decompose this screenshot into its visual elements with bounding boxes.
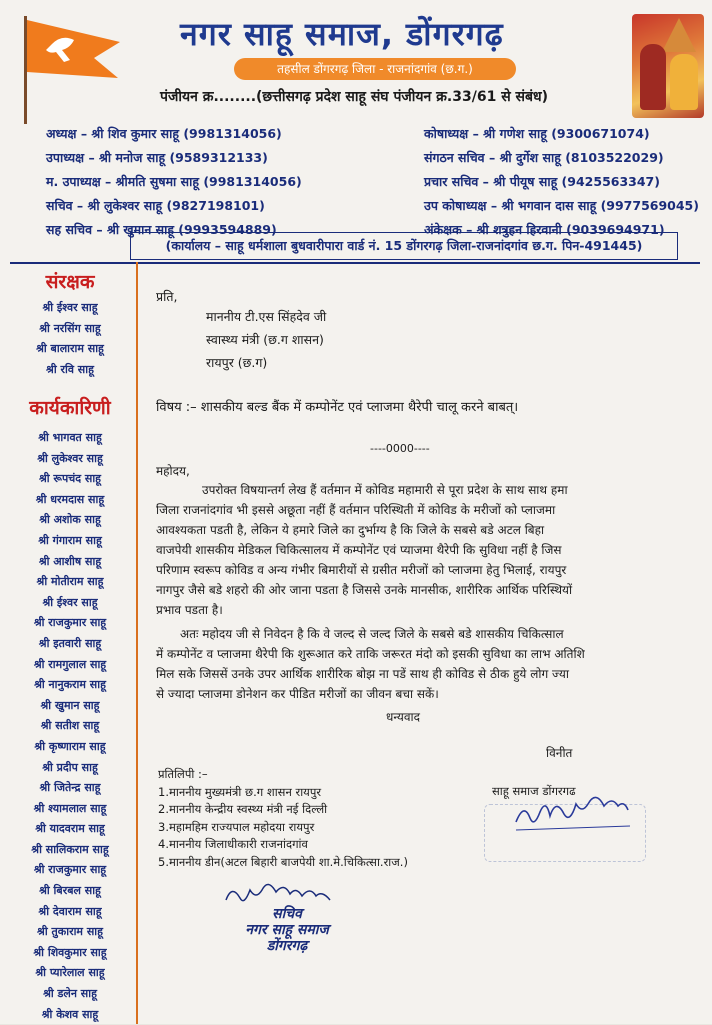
org-title: नगर साहू समाज, डोंगरगढ़ xyxy=(180,15,504,53)
officer-item: सह सचिव – श्री खुमान साहू (9993594889) xyxy=(46,222,277,237)
saffron-flag-logo xyxy=(22,14,126,126)
executive-member-name: श्री धरमदास साहू xyxy=(35,492,105,506)
paragraph-line: वाजपेयी शासकीय मेडिकल चिकित्सालय में कम्पोनेंट एवं प्याजमा थैरेपी कि सुविधा नहीं है जिस xyxy=(156,543,562,557)
executive-member-name: श्री केशव साहू xyxy=(41,1007,99,1021)
copy-heading: प्रतिलिपी :– xyxy=(158,767,208,781)
stamp-org: नगर साहू समाज xyxy=(245,922,329,938)
executive-section xyxy=(14,394,126,1025)
separator: ----0000---- xyxy=(370,442,430,455)
patron-name: श्री नरसिंग साहू xyxy=(39,321,101,335)
officer-item: अध्यक्ष – श्री शिव कुमार साहू (9981314056) xyxy=(46,126,282,141)
paragraph-line: मिल सके जिससें उनके उपर आर्थिक शारीरिक बोझ ना पडें साथ ही कोविड से ठीक हुये लोग ज्या xyxy=(156,667,569,681)
officer-item: कोषाध्यक्ष – श्री गणेश साहू (9300671074) xyxy=(424,126,650,141)
executive-member-name: श्री नानुकराम साहू xyxy=(34,678,106,692)
executive-member-name: श्री इतवारी साहू xyxy=(38,636,102,650)
recipient-line: स्वास्थ्य मंत्री (छ.ग शासन) xyxy=(206,332,324,347)
sidebar-divider xyxy=(136,262,138,1024)
subject-line: विषय :– शासकीय बल्ड बैंक में कम्पोनेंट एवं प्लाजमा थैरेपी चालू करने बाबत्। xyxy=(156,400,519,415)
executive-member-name: श्री खुमान साहू xyxy=(40,698,100,712)
paragraph-line: में कम्पोनेंट व प्लाजमा थैरेपी कि शुरूआत करे ताकि जरूरत मंदो को इसकी सुविधा का लाभ अतिशि xyxy=(156,647,585,661)
thanks: धन्यवाद xyxy=(386,710,421,724)
patron-name: श्री रवि साहू xyxy=(46,362,94,376)
paragraph-2 xyxy=(156,624,690,704)
executive-member-name: श्री गंगाराम साहू xyxy=(38,533,102,547)
executive-member-name: श्री राजकुमार साहू xyxy=(33,863,107,877)
paragraph-line: आवश्यकता पडती है, लेकिन ये हमारे जिले का दुर्भाग्य है कि जिले के सबसे बडे अटल बिहा xyxy=(156,523,545,537)
paragraph-line: प्रभाव पडता है। xyxy=(156,603,223,617)
patron-name: श्री ईश्वर साहू xyxy=(42,301,98,314)
paragraph-line: जिला राजनांदगांव भी इससे अछूता नहीं हैं वर्तमान परिस्थिती में कोविड के मरीजों को प्लाजमा xyxy=(156,503,556,517)
officers-left xyxy=(46,122,302,242)
officer-item: उप कोषाध्यक्ष – श्री भगवान दास साहू (9977569045) xyxy=(424,198,699,213)
paragraph-1 xyxy=(156,480,690,620)
officer-item: सचिव – श्री लुकेश्वर साहू (9827198101) xyxy=(46,198,265,213)
paragraph-line: परिणाम स्वरूप कोविड व अन्य गंभीर बिमारीयों से ग्रसीत मरीजों को प्लाजमा हेतु भिलाई, रायपुर xyxy=(156,563,567,577)
copy-item: 2.माननीय केन्द्रीय स्वस्थ्य मंत्री नई दिल्ली xyxy=(158,802,328,816)
registration-line: पंजीयन क्र........(छत्तीसगढ़ प्रदेश साहू संघ पंजीयन क्र.33/61 से संबंध) xyxy=(160,89,549,105)
patrons-section xyxy=(14,268,126,380)
officers-right xyxy=(424,122,699,242)
executive-member-name: श्री मोतीराम साहू xyxy=(36,575,104,589)
recipient-line: माननीय टी.एस सिंहदेव जी xyxy=(206,309,327,324)
executive-member-name: श्री लुकेश्वर साहू xyxy=(37,451,103,465)
executive-member-name: श्री प्यारेलाल साहू xyxy=(35,966,105,980)
executive-member-name: श्री सालिकराम साहू xyxy=(31,842,109,856)
patron-name: श्री बालाराम साहू xyxy=(36,342,104,356)
executive-member-name: श्री तुकाराम साहू xyxy=(37,925,103,939)
executive-member-name: श्री अशोक साहू xyxy=(39,513,101,527)
deity-image xyxy=(632,14,704,118)
executive-member-name: श्री यादवराम साहू xyxy=(35,822,105,836)
patrons-heading: संरक्षक xyxy=(45,271,95,293)
executive-member-name: श्री शिवकुमार साहू xyxy=(33,945,107,959)
copy-list xyxy=(158,766,408,871)
officer-item: अंकेक्षक – श्री शत्रुहन हिरवानी (9039694971) xyxy=(424,222,665,237)
executive-member-name: श्री डलेन साहू xyxy=(43,987,97,1001)
executive-member-name: श्री जितेन्द्र साहू xyxy=(39,781,101,795)
copy-item: 4.माननीय जिलाधीकारी राजनांदगांव xyxy=(158,837,308,851)
officer-item: संगठन सचिव – श्री दुर्गेश साहू (8103522029) xyxy=(424,150,664,165)
sender: साहू समाज डोंगरगढ xyxy=(492,784,576,798)
executive-member-name: श्री बिरबल साहू xyxy=(39,884,101,898)
officer-item: म. उपाध्यक्ष – श्रीमति सुषमा साहू (9981314056) xyxy=(46,174,302,189)
recipient-line: रायपुर (छ.ग) xyxy=(206,355,268,370)
executive-member-name: श्री सतीश साहू xyxy=(40,719,100,733)
header-divider xyxy=(10,262,700,264)
salutation: महोदय, xyxy=(156,464,190,478)
paragraph-line: उपरोक्त विषयान्तर्ग लेख हैं वर्तमान में कोविड महामारी से पूरा प्रदेश के साथ साथ हमा xyxy=(202,483,568,497)
executive-member-name: श्री रामगुलाल साहू xyxy=(33,657,107,671)
to-label: प्रति, xyxy=(156,289,178,304)
executive-heading: कार्यकारिणी xyxy=(29,397,111,419)
paragraph-line: नागपुर जैसे बडे शहरो की ओर जाना पडता है जिससे उनके मानसीक, शारीरिक आर्थिक परिस्थियों xyxy=(156,583,573,597)
paragraph-line: से ज्यादा प्लाजमा डोनेशन कर पीडित मरीजों का जीवन बचा सकें। xyxy=(156,687,439,701)
office-address: (कार्यालय – साहू धर्मशाला बुधवारीपारा वार्ड नं. 15 डोंगरगढ़ जिला-राजनांदगांव छ.ग. पिन-491445) xyxy=(130,232,678,260)
copy-item: 3.महामहिम राज्यपाल महोदया रायपुर xyxy=(158,819,315,834)
executive-member-name: श्री रूपचंद साहू xyxy=(38,472,102,486)
paragraph-line: अतः महोदय जी से निवेदन है कि वे जल्द से जल्द जिले के सबसे बडे शासकीय चिकित्साल xyxy=(180,627,564,641)
tehsil-line: तहसील डोंगरगढ़ जिला - राजनांदगांव (छ.ग.) xyxy=(234,58,516,80)
officer-item: प्रचार सचिव – श्री पीयूष साहू (9425563347) xyxy=(424,174,660,189)
executive-member-name: श्री राजकुमार साहू xyxy=(33,616,107,630)
executive-member-name: श्री देवाराम साहू xyxy=(38,904,102,918)
executive-member-name: श्री भागवत साहू xyxy=(38,431,102,444)
vinit: विनीत xyxy=(546,746,573,760)
executive-member-name: श्री प्रदीप साहू xyxy=(42,760,98,774)
executive-member-name: श्री श्यामलाल साहू xyxy=(33,801,107,815)
secretary-stamp xyxy=(212,906,362,954)
copy-item: 1.माननीय मुख्यमंत्री छ.ग शासन रायपुर xyxy=(158,784,322,799)
executive-member-name: श्री कृष्णाराम साहू xyxy=(34,739,106,753)
stamp-place: डोंगरगढ़ xyxy=(266,938,308,954)
stamp-role: सचिव xyxy=(272,906,302,922)
officer-item: उपाध्यक्ष – श्री मनोज साहू (9589312133) xyxy=(46,150,268,165)
copy-item: 5.माननीय डीन(अटल बिहारी बाजपेयी शा.मे.चिकित्सा.राज.) xyxy=(158,854,408,869)
president-signature xyxy=(510,796,640,840)
executive-member-name: श्री आशीष साहू xyxy=(38,554,102,568)
executive-member-name: श्री ईश्वर साहू xyxy=(42,595,98,609)
